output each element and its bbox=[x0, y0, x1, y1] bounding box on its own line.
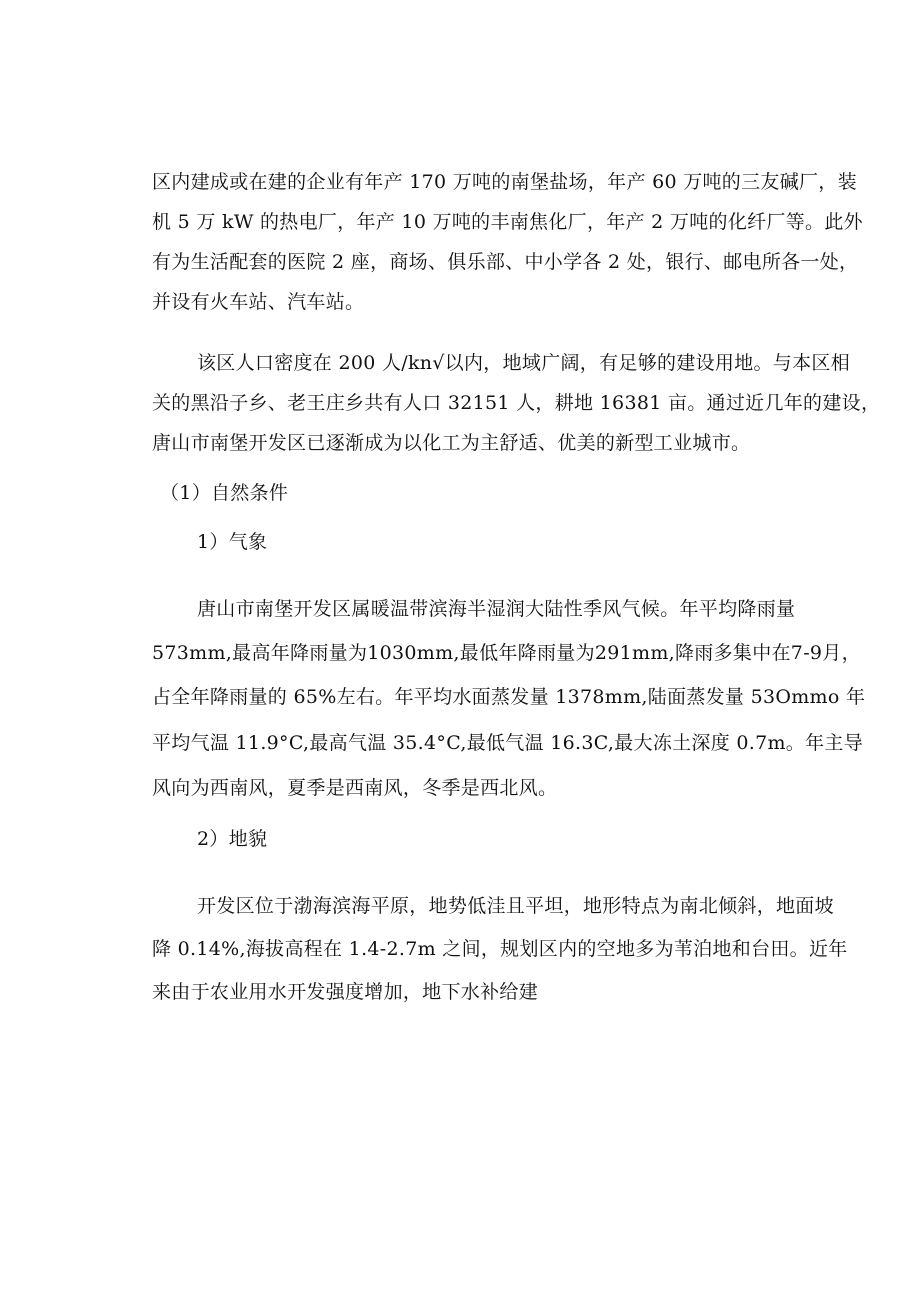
paragraph-4-line-1: 开发区位于渤海滨海平原，地势低洼且平坦，地形特点为南北倾斜，地面坡 bbox=[197, 895, 834, 917]
paragraph-3-line-1: 唐山市南堡开发区属暖温带滨海半湿润大陆性季风气候。年平均降雨量 bbox=[197, 598, 796, 620]
section-heading-natural-conditions: （1）自然条件 bbox=[160, 482, 289, 504]
paragraph-4-line-2: 降 0.14%,海拔高程在 1.4-2.7m 之间，规划区内的空地多为苇泊地和台田。近年 bbox=[152, 938, 848, 960]
paragraph-4-line-3: 来由于农业用水开发强度增加，地下水补给建 bbox=[152, 981, 539, 1003]
paragraph-3-line-5: 风向为西南风，夏季是西南风，冬季是西北风。 bbox=[152, 777, 558, 799]
paragraph-3-line-2: 573mm,最高年降雨量为1030mm,最低年降雨量为291mm,降雨多集中在7-9月， bbox=[152, 642, 861, 664]
subheading-landform: 2）地貌 bbox=[197, 828, 268, 850]
paragraph-2-line-1: 该区人口密度在 200 人/kn√以内，地域广阔，有足够的建设用地。与本区相 bbox=[197, 352, 851, 374]
paragraph-1-line-2: 机 5 万 kW 的热电厂，年产 10 万吨的丰南焦化厂，年产 2 万吨的化纤厂等。此外 bbox=[152, 211, 863, 233]
paragraph-1-line-4: 并设有火车站、汽车站。 bbox=[152, 291, 365, 313]
paragraph-2-line-3: 唐山市南堡开发区已逐渐成为以化工为主舒适、优美的新型工业城市。 bbox=[152, 432, 751, 454]
paragraph-1-line-3: 有为生活配套的医院 2 座，商场、俱乐部、中小学各 2 处，银行、邮电所各一处， bbox=[152, 251, 859, 273]
paragraph-2-line-2: 关的黑沿子乡、老王庄乡共有人口 32151 人，耕地 16381 亩。通过近几年的建设， bbox=[152, 392, 881, 414]
paragraph-1-line-1: 区内建成或在建的企业有年产 170 万吨的南堡盐场，年产 60 万吨的三友碱厂，装 bbox=[152, 171, 857, 193]
paragraph-3-line-3: 占全年降雨量的 65%左右。年平均水面蒸发量 1378mm,陆面蒸发量 53Ommo 年 bbox=[152, 686, 866, 708]
paragraph-3-line-4: 平均气温 11.9°C,最高气温 35.4°C,最低气温 16.3C,最大冻土深度 0.7m。年主导 bbox=[152, 732, 864, 754]
subheading-meteorology: 1）气象 bbox=[197, 531, 268, 553]
